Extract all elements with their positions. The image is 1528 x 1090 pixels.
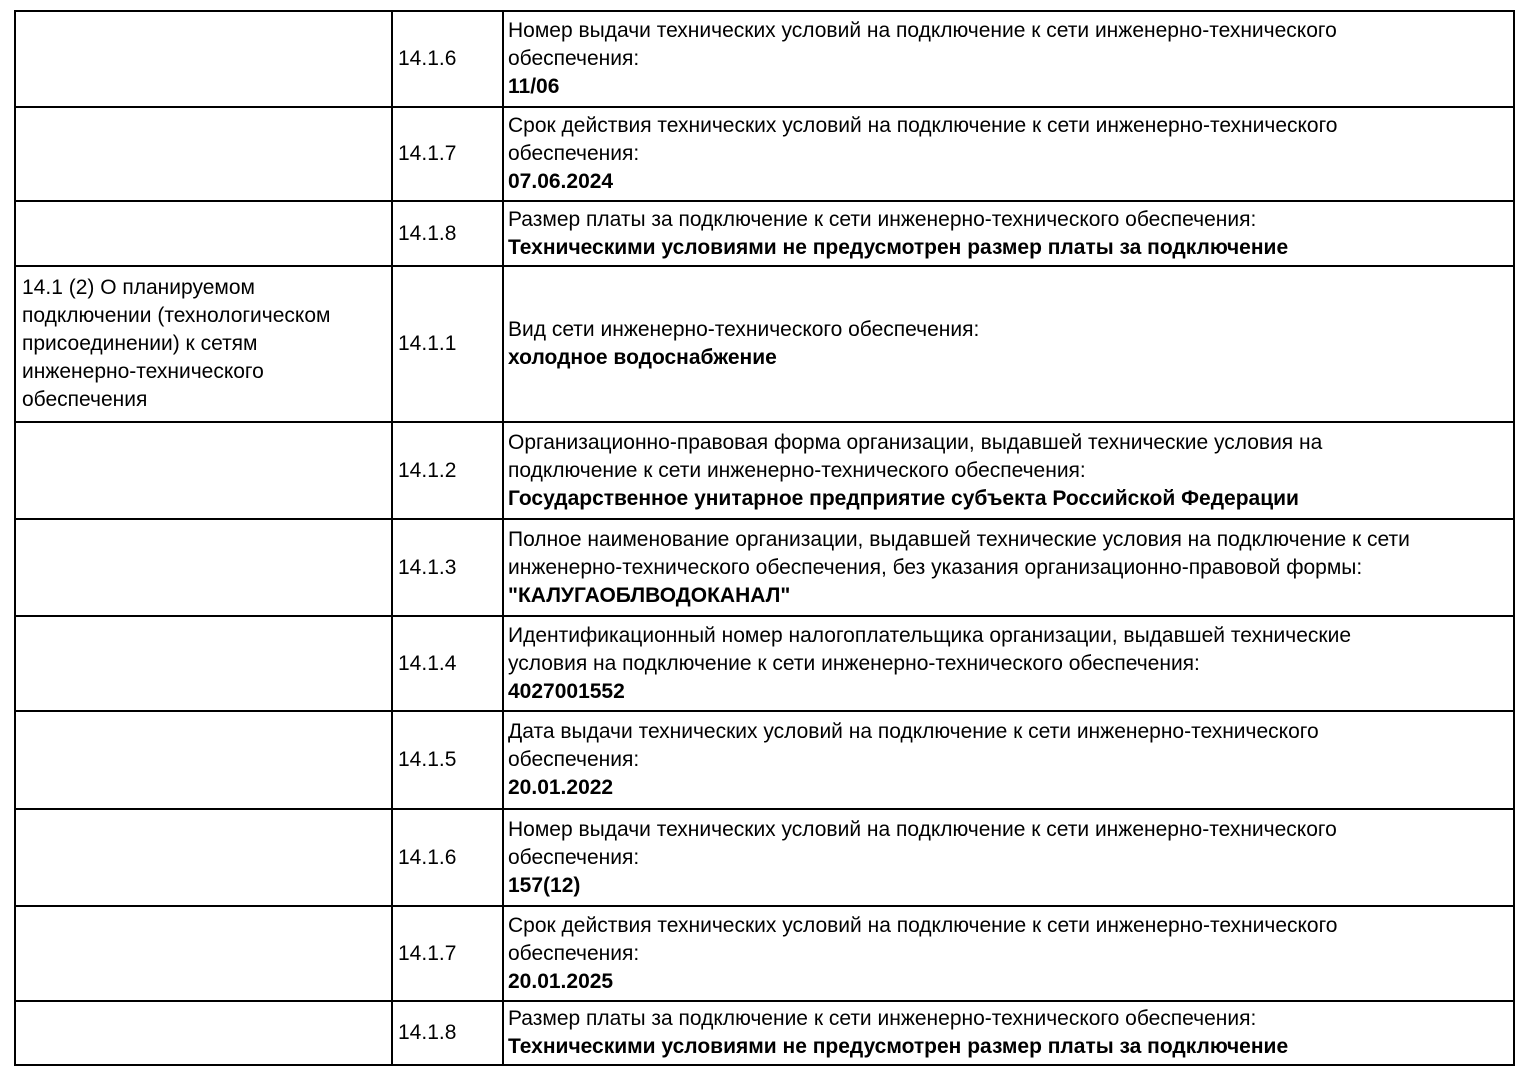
field-label: Идентификационный номер налогоплательщика организации, выдавшей технические условия на подключение к сети инженерно-технического обеспечения: <box>508 623 1352 675</box>
section-cell <box>15 809 392 906</box>
table-row <box>15 906 1514 1001</box>
table-row <box>15 616 1514 711</box>
section-label <box>16 854 372 862</box>
table-row <box>15 107 1514 201</box>
field-label: Номер выдачи технических условий на подключение к сети инженерно-технического обеспечения: <box>508 19 1337 70</box>
section-label <box>16 230 372 238</box>
code-cell <box>392 906 503 1001</box>
code-cell <box>392 616 503 711</box>
field-cell <box>503 616 1514 711</box>
code-cell <box>392 422 503 519</box>
field-value: Техническими условиями не предусмотрен размер платы за подключение <box>508 235 1289 259</box>
section-label: 14.1 (2) О планируемом подключении (технологическом присоединении) к сетям инженерно-технического обеспечения <box>22 276 331 411</box>
field-cell <box>503 809 1514 906</box>
section-cell <box>15 422 392 519</box>
section-cell <box>15 201 392 266</box>
section-label <box>16 660 372 668</box>
field-value: 11/06 <box>508 75 560 98</box>
section-cell <box>15 1001 392 1065</box>
section-cell <box>15 711 392 809</box>
field-label: Срок действия технических условий на подключение к сети инженерно-технического обеспечения: <box>508 913 1338 965</box>
item-code: 14.1.8 <box>398 1021 457 1044</box>
field-value: 07.06.2024 <box>508 170 614 193</box>
field-label: Полное наименование организации, выдавшей технические условия на подключение к сети инженерно-технического обеспечения, без указания организационно-правовой формы: <box>508 527 1410 579</box>
section-cell <box>15 906 392 1001</box>
field-label: Вид сети инженерно-технического обеспечения: <box>508 318 980 341</box>
item-code: 14.1.7 <box>398 142 457 165</box>
section-label <box>16 756 372 764</box>
section-label <box>16 467 372 475</box>
field-cell <box>503 201 1514 266</box>
field-label: Размер платы за подключение к сети инженерно-технического обеспечения: <box>508 207 1257 231</box>
section-label <box>16 1029 372 1037</box>
item-code: 14.1.4 <box>398 651 457 675</box>
section-cell <box>15 519 392 616</box>
item-code: 14.1.2 <box>398 458 457 482</box>
table-row <box>15 711 1514 809</box>
item-code: 14.1.3 <box>398 555 457 579</box>
section-cell <box>15 266 392 422</box>
field-cell <box>503 906 1514 1001</box>
field-cell <box>503 107 1514 201</box>
table-row <box>15 1001 1514 1065</box>
field-cell <box>503 266 1514 422</box>
field-value: 4027001552 <box>508 679 625 703</box>
declaration-table <box>14 10 1515 1066</box>
field-value: 20.01.2025 <box>508 969 614 993</box>
field-value: холодное водоснабжение <box>508 346 777 369</box>
field-label: Срок действия технических условий на подключение к сети инженерно-технического обеспечения: <box>508 114 1338 165</box>
field-cell <box>503 422 1514 519</box>
code-cell <box>392 201 503 266</box>
field-label: Организационно-правовая форма организации, выдавшей технические условия на подключение к сети инженерно-технического обеспечения: <box>508 430 1323 482</box>
section-label <box>16 55 372 63</box>
field-value: "КАЛУГАОБЛВОДОКАНАЛ" <box>508 583 791 607</box>
code-cell <box>392 519 503 616</box>
table-row <box>15 266 1514 422</box>
item-code: 14.1.5 <box>398 748 457 771</box>
table-row <box>15 422 1514 519</box>
section-cell <box>15 11 392 107</box>
section-cell <box>15 616 392 711</box>
table-row <box>15 519 1514 616</box>
field-value: 20.01.2022 <box>508 776 614 799</box>
code-cell <box>392 107 503 201</box>
field-cell <box>503 11 1514 107</box>
field-label: Дата выдачи технических условий на подключение к сети инженерно-технического обеспечения: <box>508 720 1319 771</box>
item-code: 14.1.1 <box>398 332 457 355</box>
section-label <box>16 150 372 158</box>
field-value: Государственное унитарное предприятие субъекта Российской Федерации <box>508 486 1299 510</box>
code-cell <box>392 711 503 809</box>
section-label <box>16 564 372 572</box>
field-label: Номер выдачи технических условий на подключение к сети инженерно-технического обеспечения: <box>508 817 1337 869</box>
section-cell <box>15 107 392 201</box>
code-cell <box>392 11 503 107</box>
table-row <box>15 201 1514 266</box>
field-value: 157(12) <box>508 873 581 897</box>
item-code: 14.1.6 <box>398 47 457 70</box>
code-cell <box>392 809 503 906</box>
code-cell <box>392 1001 503 1065</box>
item-code: 14.1.6 <box>398 845 457 869</box>
item-code: 14.1.7 <box>398 941 457 965</box>
section-label <box>16 950 372 958</box>
field-cell <box>503 711 1514 809</box>
item-code: 14.1.8 <box>398 221 457 245</box>
field-cell <box>503 1001 1514 1065</box>
table-row <box>15 11 1514 107</box>
code-cell <box>392 266 503 422</box>
table-row <box>15 809 1514 906</box>
field-label: Размер платы за подключение к сети инженерно-технического обеспечения: <box>508 1007 1257 1030</box>
field-value: Техническими условиями не предусмотрен размер платы за подключение <box>508 1035 1289 1058</box>
field-cell <box>503 519 1514 616</box>
